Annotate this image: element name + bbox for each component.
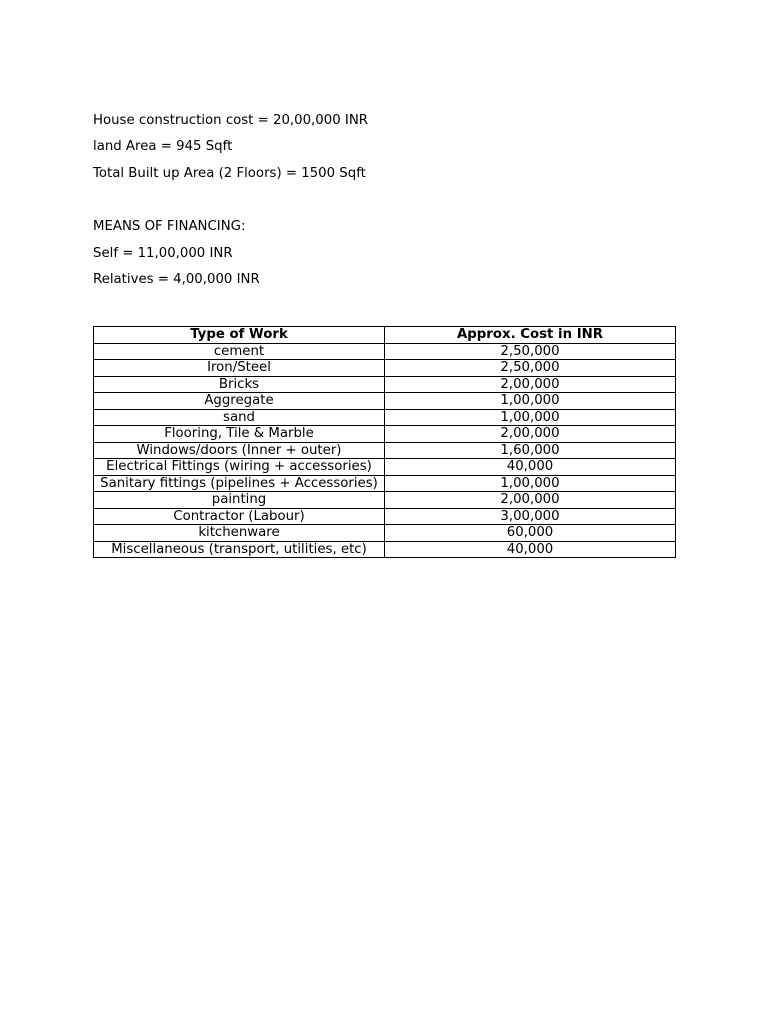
financing-relatives-line: Relatives = 4,00,000 INR (93, 272, 260, 287)
cost-cell: 2,00,000 (385, 492, 676, 509)
table-row (94, 492, 676, 509)
table-row (94, 393, 676, 410)
cost-cell: 2,00,000 (385, 426, 676, 443)
built-up-area-line: Total Built up Area (2 Floors) = 1500 Sqft (93, 166, 366, 181)
work-type-cell: Aggregate (94, 393, 385, 410)
work-type-cell: Miscellaneous (transport, utilities, etc) (94, 541, 385, 558)
header-approx-cost: Approx. Cost in INR (385, 327, 676, 344)
work-type-cell: painting (94, 492, 385, 509)
cost-cell: 2,00,000 (385, 376, 676, 393)
header-type-of-work: Type of Work (94, 327, 385, 344)
cost-cell: 40,000 (385, 541, 676, 558)
work-type-cell: Flooring, Tile & Marble (94, 426, 385, 443)
work-type-cell: Electrical Fittings (wiring + accessories) (94, 459, 385, 476)
land-area-line: land Area = 945 Sqft (93, 139, 233, 154)
table-row (94, 525, 676, 542)
cost-cell: 2,50,000 (385, 343, 676, 360)
work-type-cell: sand (94, 409, 385, 426)
cost-cell: 40,000 (385, 459, 676, 476)
table-row (94, 343, 676, 360)
work-type-cell: Sanitary fittings (pipelines + Accessories) (94, 475, 385, 492)
table-row (94, 409, 676, 426)
construction-cost-line: House construction cost = 20,00,000 INR (93, 113, 369, 128)
cost-cell: 60,000 (385, 525, 676, 542)
table-row (94, 459, 676, 476)
financing-heading: MEANS OF FINANCING: (93, 219, 246, 234)
table-row (94, 442, 676, 459)
table-row (94, 426, 676, 443)
work-type-cell: Bricks (94, 376, 385, 393)
table-row (94, 360, 676, 377)
cost-cell: 2,50,000 (385, 360, 676, 377)
cost-cell: 1,00,000 (385, 409, 676, 426)
work-type-cell: Contractor (Labour) (94, 508, 385, 525)
work-type-cell: Windows/doors (Inner + outer) (94, 442, 385, 459)
cost-cell: 1,00,000 (385, 393, 676, 410)
work-type-cell: cement (94, 343, 385, 360)
cost-cell: 1,00,000 (385, 475, 676, 492)
table-row (94, 541, 676, 558)
cost-cell: 3,00,000 (385, 508, 676, 525)
cost-table (93, 326, 676, 558)
work-type-cell: Iron/Steel (94, 360, 385, 377)
cost-cell: 1,60,000 (385, 442, 676, 459)
work-type-cell: kitchenware (94, 525, 385, 542)
table-header-row (94, 327, 676, 344)
table-row (94, 376, 676, 393)
table-row (94, 508, 676, 525)
table-row (94, 475, 676, 492)
financing-self-line: Self = 11,00,000 INR (93, 246, 233, 261)
